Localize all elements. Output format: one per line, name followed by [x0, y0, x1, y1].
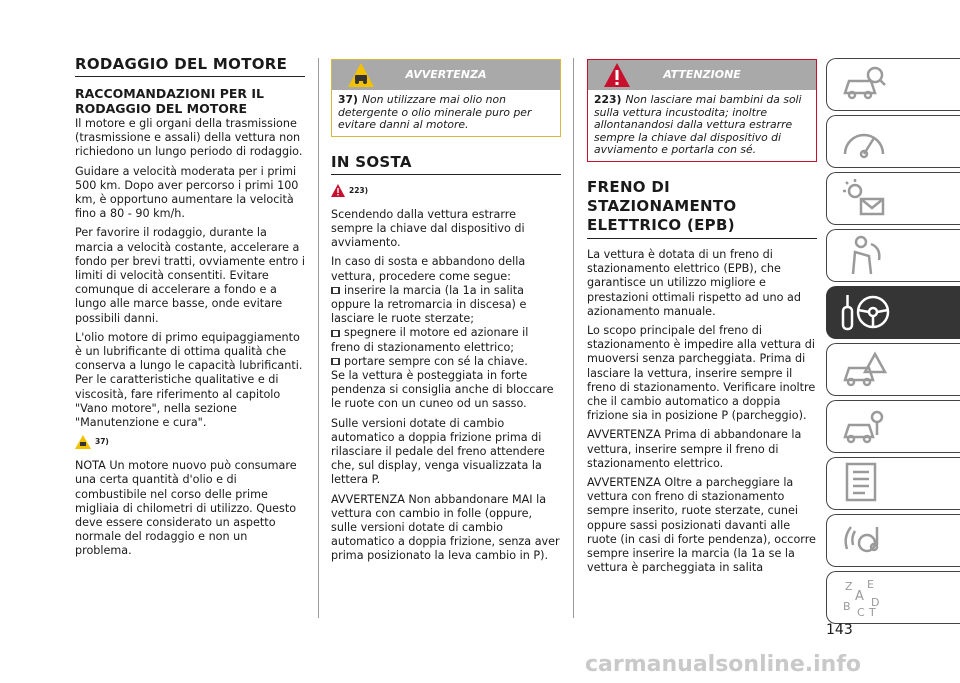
- paragraph: Guidare a velocità moderata per i primi 500 km. Dopo aver percorso i primi 100 km, è opportuno aumentare la velocità fino a 80 - 90 km/h.: [75, 164, 299, 221]
- paragraph: In caso di sosta e abbandono della vettura, procedere come segue:: [331, 255, 526, 283]
- note-reference-37: [75, 435, 305, 453]
- column-divider: [318, 58, 319, 618]
- checkbox-bullet-icon: [331, 287, 340, 294]
- column-rodaggio: [75, 55, 305, 564]
- attention-text: Non lasciare mai bambini da soli sulla vettura incustodita; inoltre allontanandosi dalla vettura estrarre sempre la chiave dal dispositivo di avviamento e portarla con sé.: [594, 93, 802, 157]
- paragraph: Il motore e gli organi della trasmissione (trasmissione e assali) della vettura non richiedono un lungo periodo di rodaggio.: [75, 117, 303, 159]
- chapter-tab-emergency[interactable]: [826, 343, 960, 396]
- watermark: carmanualsonline.info: [585, 652, 861, 677]
- chapter-tab-multimedia[interactable]: [826, 514, 960, 567]
- warning-header: [332, 60, 560, 90]
- chapter-tab-index[interactable]: [826, 571, 960, 624]
- chapter-tab-technical-data[interactable]: [826, 457, 960, 510]
- specifications-list-icon: [841, 462, 887, 504]
- svg-text:T: T: [869, 606, 876, 618]
- svg-text:E: E: [867, 578, 874, 591]
- car-search-icon: [841, 63, 887, 105]
- paragraph: Scendendo dalla vettura estrarre sempre la chiave dal dispositivo di avviamento.: [331, 207, 525, 250]
- multimedia-icon: [841, 519, 887, 561]
- sun-message-icon: [841, 177, 887, 219]
- attention-box: [587, 59, 817, 162]
- svg-text:Z: Z: [845, 580, 853, 593]
- warning-text: Non utilizzare mai olio non detergente o olio minerale puro per evitare danni al motore.: [338, 93, 532, 132]
- note-ref-label: 37): [95, 437, 109, 447]
- chapter-tab-safety[interactable]: [826, 229, 960, 282]
- checkbox-bullet-icon: [331, 330, 340, 337]
- warning-number: 37): [338, 93, 358, 106]
- airbag-person-icon: [841, 234, 887, 276]
- chapter-tab-starting-driving[interactable]: [826, 286, 960, 339]
- paragraph: L'olio motore di primo equipaggiamento è un lubrificante di ottima qualità che conserva a lungo le capacità lubrificanti. Per le caratteristiche qualitative e di viscosità, fare riferimento al capitolo "Vano motore", nella sezione "Manutenzione e cura".: [75, 330, 303, 430]
- chapter-tab-knowing-vehicle[interactable]: [826, 58, 960, 111]
- paragraph-nota: NOTA Un motore nuovo può consumare una certa quantità d'olio e di combustibile nel corso delle prime migliaia di chilometri di utilizzo. Questo deve essere considerato un aspetto normale del rodaggio e non un problema.: [75, 459, 297, 558]
- section-title-rodaggio: RODAGGIO DEL MOTORE: [75, 55, 305, 77]
- paragraph: Per favorire il rodaggio, durante la marcia a velocità costante, accelerare a fondo per brevi tratti, ovviamente entro i limiti di velocità consentiti. Evitare comunque di accelerare a fondo e a lungo alle marce basse, onde evitare possibili danni.: [75, 226, 305, 325]
- svg-text:C: C: [857, 606, 865, 618]
- note-ref-label: 223): [349, 185, 369, 195]
- warning-triangle-icon: [604, 63, 630, 87]
- list-item: inserire la marcia (la 1a in salita oppure la retromarcia in discesa) e lasciare le ruote sterzate;: [331, 283, 527, 326]
- column-divider: [573, 58, 574, 618]
- attention-title: ATTENZIONE: [663, 68, 741, 81]
- paragraph: Lo scopo principale del freno di stazionamento è impedire alla vettura di muoversi senza parcheggiata. Prima di lasciare la vettura, inserire sempre il freno di stazionamento. Verificare inoltre che il cambio automatico a doppia frizione sia in posizione P (parcheggio).: [587, 323, 816, 423]
- paragraph: AVVERTENZA Oltre a parcheggiare la vettura con freno di stazionamento sempre inserito, ruote sterzate, cunei oppure sassi posizionati davanti alle ruote (in casi di forte pendenza), occorre sempre inserire la marcia (la 1a se la vettura è parcheggiata in salita: [587, 476, 816, 575]
- chapter-tab-warning-lights[interactable]: [826, 172, 960, 225]
- attention-body: [588, 90, 816, 161]
- paragraph: La vettura è dotata di un freno di stazionamento elettrico (EPB), che garantisce un utilizzo migliore e prestazioni ottimali rispetto ad uno ad azionamento manuale.: [587, 247, 801, 318]
- section-title-freno-stazionamento: FRENO DI STAZIONAMENTO ELETTRICO (EPB): [587, 178, 817, 239]
- car-service-icon: [841, 405, 887, 447]
- warning-box: [331, 59, 561, 137]
- car-warning-icon: [841, 348, 887, 390]
- section-title-in-sosta: IN SOSTA: [331, 153, 561, 175]
- column-freno-stazionamento: [587, 55, 817, 580]
- warning-triangle-icon: [331, 184, 345, 197]
- svg-text:B: B: [843, 600, 851, 613]
- svg-text:A: A: [855, 589, 864, 604]
- paragraph: AVVERTENZA Prima di abbandonare la vettura, inserire sempre il freno di stazionamento elettrico.: [587, 428, 802, 470]
- paragraph: AVVERTENZA Non abbandonare MAI la vettura con cambio in folle (oppure, sulle versioni dotate di cambio automatico a doppia frizione, senza aver prima posizionato la leva cambio in P).: [331, 492, 560, 563]
- warning-title: AVVERTENZA: [405, 68, 487, 81]
- chapter-tab-instrument-panel[interactable]: [826, 115, 960, 168]
- attention-number: 223): [594, 93, 622, 106]
- key-steering-wheel-icon: [841, 291, 891, 333]
- car-hazard-icon: [75, 435, 91, 449]
- list-item: spegnere il motore ed azionare il freno di stazionamento elettrico;: [331, 326, 529, 354]
- page-number: 143: [826, 622, 853, 638]
- alphabetical-index-icon: [841, 576, 887, 618]
- warning-body: [332, 90, 560, 136]
- paragraph: Se la vettura è posteggiata in forte pendenza si consiglia anche di bloccare le ruote con un cuneo od un sasso.: [331, 369, 554, 411]
- note-reference-223: [331, 184, 561, 202]
- checkbox-bullet-icon: [331, 358, 340, 365]
- chapter-tab-maintenance[interactable]: [826, 400, 960, 453]
- column-in-sosta: [331, 55, 561, 569]
- subsection-title-raccomandazioni: RACCOMANDAZIONI PER IL RODAGGIO DEL MOTORE: [75, 86, 264, 116]
- car-hazard-icon: [348, 63, 374, 87]
- attention-header: [588, 60, 816, 90]
- svg-text:D: D: [871, 596, 880, 609]
- dashboard-gauge-icon: [841, 120, 887, 162]
- paragraph: Sulle versioni dotate di cambio automatico a doppia frizione prima di rilasciare il pedale del freno attendere che, sul display, venga visualizzata la lettera P.: [331, 416, 545, 487]
- list-item: portare sempre con sé la chiave.: [331, 355, 561, 369]
